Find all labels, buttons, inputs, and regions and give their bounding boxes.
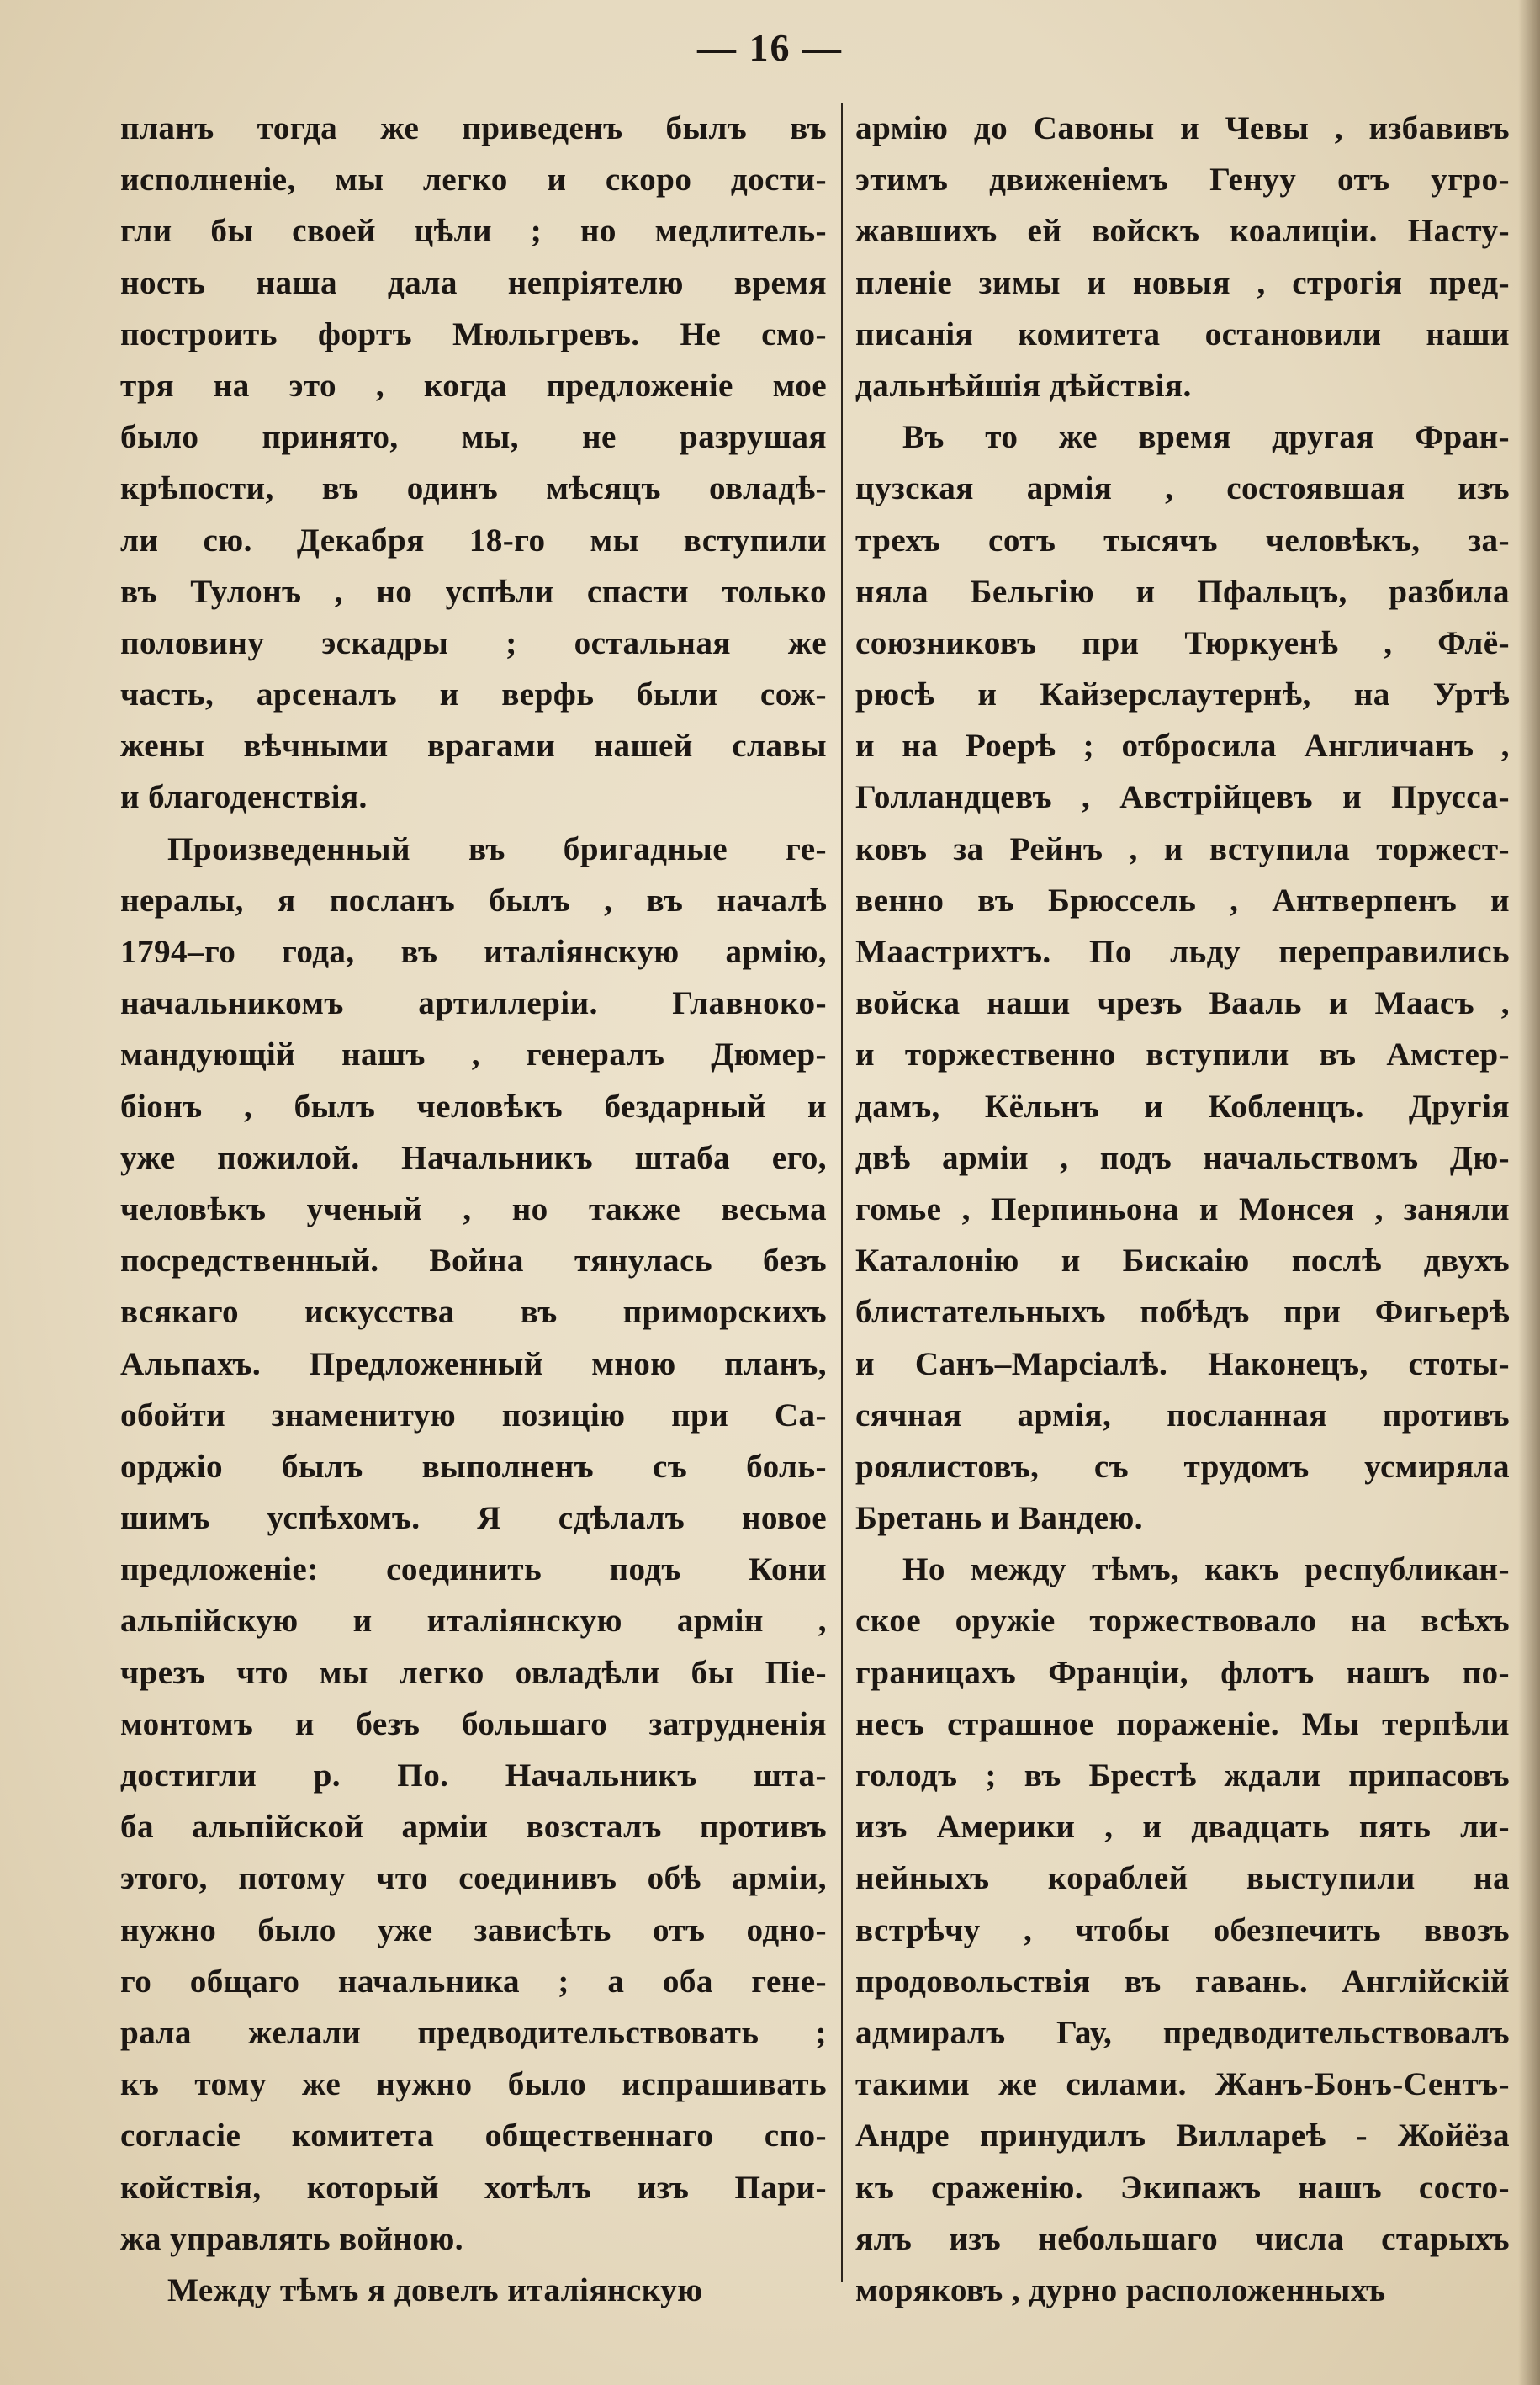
text-line: ялъ изъ небольшаго числа старыхъ bbox=[855, 2220, 1510, 2257]
text-line: встрѣчу , чтобы обезпечить ввозъ bbox=[855, 1911, 1510, 1948]
text-line: этимъ движеніемъ Генуу отъ угро- bbox=[855, 162, 1510, 199]
left-column bbox=[120, 103, 827, 2316]
text-line: ность наша дала непріятелю время bbox=[120, 264, 827, 301]
text-line: 1794–го года, въ италіянскую армію, bbox=[120, 934, 827, 970]
text-line: уже пожилой. Начальникъ штаба его, bbox=[120, 1139, 827, 1176]
text-line: посредственный. Война тянулась безъ bbox=[120, 1243, 827, 1280]
text-line: Маастрихтъ. По льду переправились bbox=[855, 934, 1510, 970]
text-line: границахъ Франціи, флотъ нашъ по- bbox=[855, 1654, 1510, 1691]
text-line: предложеніе: соединить подъ Кони bbox=[120, 1551, 827, 1588]
text-line: сячная армія, посланная противъ bbox=[855, 1397, 1510, 1434]
text-line: человѣкъ ученый , но также весьма bbox=[120, 1190, 827, 1227]
text-line: изъ Америки , и двадцать пять ли- bbox=[855, 1809, 1510, 1846]
text-line: гомье , Перпиньона и Монсея , заняли bbox=[855, 1190, 1510, 1227]
text-line: и Санъ–Марсіалѣ. Наконецъ, стоты- bbox=[855, 1345, 1510, 1382]
text-line: Въ то же время другая Фран- bbox=[902, 419, 1510, 456]
text-line: орджіо былъ выполненъ съ боль- bbox=[120, 1448, 827, 1485]
text-line: Голландцевъ , Австрійцевъ и Прусса- bbox=[855, 779, 1510, 816]
text-line: ковъ за Рейнъ , и вступила торжест- bbox=[855, 830, 1510, 867]
text-line: венно въ Брюссель , Антверпенъ и bbox=[855, 882, 1510, 919]
text-line: построить фортъ Мюльгревъ. Не смо- bbox=[120, 315, 827, 352]
text-line: исполненіе, мы легко и скоро дости- bbox=[120, 162, 827, 199]
text-line: планъ тогда же приведенъ былъ въ bbox=[120, 110, 827, 146]
text-line: Произведенный въ бригадные ге- bbox=[167, 830, 827, 867]
text-line: адмиралъ Гау, предводительствовалъ bbox=[855, 2014, 1510, 2051]
text-line: блистательныхъ побѣдъ при Фигьерѣ bbox=[855, 1294, 1510, 1331]
text-line: несъ страшное пораженіе. Мы терпѣли bbox=[855, 1705, 1510, 1742]
text-line: и торжественно вступили въ Амстер- bbox=[855, 1036, 1510, 1073]
text-line: союзниковъ при Тюркуенѣ , Флё- bbox=[855, 624, 1510, 661]
text-line: нужно было уже зависѣть отъ одно- bbox=[120, 1911, 827, 1948]
text-line: біонъ , былъ человѣкъ бездарный и bbox=[120, 1088, 827, 1125]
text-line: монтомъ и безъ большаго затрудненія bbox=[120, 1705, 827, 1742]
text-line: нейныхъ кораблей выступили на bbox=[855, 1860, 1510, 1897]
right-column bbox=[855, 103, 1510, 2316]
text-line: начальникомъ артиллеріи. Главноко- bbox=[120, 985, 827, 1022]
text-line: нералы, я посланъ былъ , въ началѣ bbox=[120, 882, 827, 919]
text-line: достигли р. По. Начальникъ шта- bbox=[120, 1757, 827, 1794]
column-divider bbox=[841, 103, 843, 2282]
text-line: голодъ ; въ Брестѣ ждали припасовъ bbox=[855, 1757, 1510, 1794]
text-line: было принято, мы, не разрушая bbox=[120, 419, 827, 456]
text-line: мандующій нашъ , генералъ Дюмер- bbox=[120, 1036, 827, 1073]
text-line: ли сю. Декабря 18-го мы вступили bbox=[120, 522, 827, 559]
text-line: согласіе комитета общественнаго спо- bbox=[120, 2117, 827, 2154]
text-line: няла Бельгію и Пфальцъ, разбила bbox=[855, 573, 1510, 610]
text-line: дамъ, Кёльнъ и Кобленцъ. Другія bbox=[855, 1088, 1510, 1125]
text-line: Андре принудилъ Виллареѣ - Жойёза bbox=[855, 2117, 1510, 2154]
text-line: дальнѣйшія дѣйствія. bbox=[855, 367, 1192, 404]
text-line: Но между тѣмъ, какъ республикан- bbox=[902, 1551, 1510, 1588]
text-line: Альпахъ. Предложенный мною планъ, bbox=[120, 1345, 827, 1382]
text-line: къ сраженію. Экипажъ нашъ состо- bbox=[855, 2169, 1510, 2206]
text-line: войска наши чрезъ Вааль и Маасъ , bbox=[855, 985, 1510, 1022]
page-number: — 16 — bbox=[697, 26, 843, 69]
page-edge-shadow bbox=[1518, 0, 1540, 2385]
text-line: рюсѣ и Кайзерслаутернѣ, на Уртѣ bbox=[855, 676, 1510, 713]
text-line: цузская армія , состоявшая изъ bbox=[855, 470, 1510, 507]
text-line: крѣпости, въ одинъ мѣсяцъ овладѣ- bbox=[120, 470, 827, 507]
text-line: Бретань и Вандею. bbox=[855, 1500, 1143, 1537]
text-line: шимъ успѣхомъ. Я сдѣлалъ новое bbox=[120, 1500, 827, 1537]
text-line: го общаго начальника ; а оба гене- bbox=[120, 1963, 827, 2000]
text-line: продовольствія въ гавань. Англійскій bbox=[855, 1963, 1510, 2000]
text-line: жены вѣчными врагами нашей славы bbox=[120, 728, 827, 765]
text-line: моряковъ , дурно расположенныхъ bbox=[855, 2271, 1386, 2308]
text-line: часть, арсеналъ и верфь были сож- bbox=[120, 676, 827, 713]
text-line: въ Тулонъ , но успѣли спасти только bbox=[120, 573, 827, 610]
text-line: всякаго искусства въ приморскихъ bbox=[120, 1294, 827, 1331]
text-line: жа управлять войною. bbox=[120, 2220, 463, 2257]
text-line: этого, потому что соединивъ обѣ арміи, bbox=[120, 1860, 827, 1897]
text-line: Каталонію и Бискаію послѣ двухъ bbox=[855, 1243, 1510, 1280]
text-line: половину эскадры ; остальная же bbox=[120, 624, 827, 661]
text-line: жавшихъ ей войскъ коалиціи. Насту- bbox=[855, 213, 1510, 250]
text-line: рала желали предводительствовать ; bbox=[120, 2014, 827, 2051]
text-line: и на Роерѣ ; отбросила Англичанъ , bbox=[855, 728, 1510, 765]
text-line: къ тому же нужно было испрашивать bbox=[120, 2066, 827, 2103]
text-line: ба альпійской арміи возсталъ противъ bbox=[120, 1809, 827, 1846]
text-line: обойти знаменитую позицію при Са- bbox=[120, 1397, 827, 1434]
text-line: трехъ сотъ тысячъ человѣкъ, за- bbox=[855, 522, 1510, 559]
text-line: ское оружіе торжествовало на всѣхъ bbox=[855, 1603, 1510, 1640]
text-line: такими же силами. Жанъ-Бонъ-Сентъ- bbox=[855, 2066, 1510, 2103]
text-line: гли бы своей цѣли ; но медлитель- bbox=[120, 213, 827, 250]
text-line: Между тѣмъ я довелъ италіянскую bbox=[167, 2271, 703, 2308]
text-line: армію до Савоны и Чевы , избавивъ bbox=[855, 110, 1510, 146]
text-line: писанія комитета остановили наши bbox=[855, 315, 1510, 352]
text-line: альпійскую и италіянскую армін , bbox=[120, 1603, 827, 1640]
text-line: койствія, который хотѣлъ изъ Пари- bbox=[120, 2169, 827, 2206]
text-line: роялистовъ, съ трудомъ усмиряла bbox=[855, 1448, 1510, 1485]
text-line: и благоденствія. bbox=[120, 779, 368, 816]
text-line: чрезъ что мы легко овладѣли бы Піе- bbox=[120, 1654, 827, 1691]
text-line: двѣ арміи , подъ начальствомъ Дю- bbox=[855, 1139, 1510, 1176]
text-line: тря на это , когда предложеніе мое bbox=[120, 367, 827, 404]
text-line: пленіе зимы и новыя , строгія пред- bbox=[855, 264, 1510, 301]
